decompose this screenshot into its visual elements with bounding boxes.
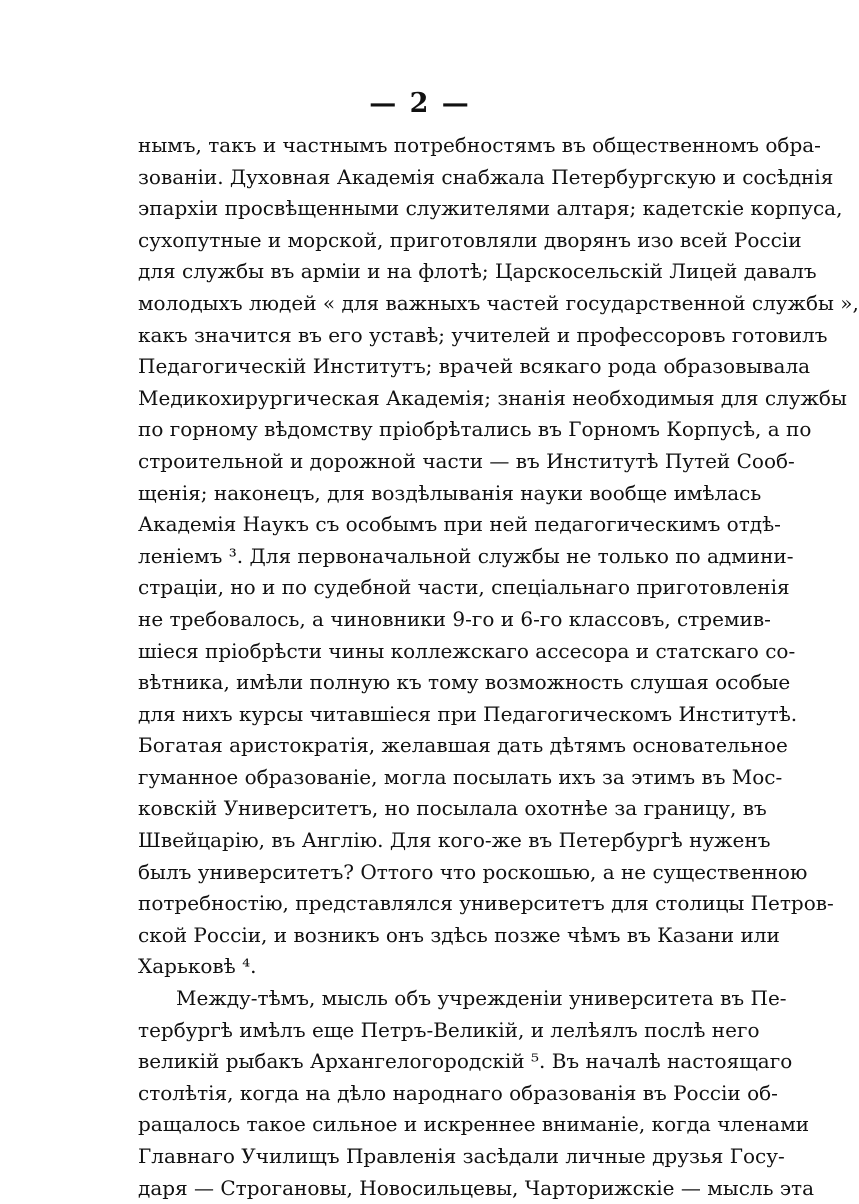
text-line: сухопутные и морской, приготовляли дворянъ изо всей Россіи: [138, 227, 802, 252]
text-line: зованіи. Духовная Академія снабжала Петербургскую и сосѣднія: [138, 164, 834, 189]
text-line: Швейцарію, въ Англію. Для кого-же въ Петербургѣ нуженъ: [138, 828, 771, 853]
text-line: леніемъ ³. Для первоначальной службы не только по админи-: [138, 543, 794, 568]
text-line: Медикохирургическая Академія; знанія необходимыя для службы: [138, 385, 847, 410]
text-line: даря — Строгановы, Новосильцевы, Чарторижскіе — мысль эта: [138, 1175, 815, 1200]
text-line: Богатая аристократія, желавшая дать дѣтямъ основательное: [138, 733, 788, 758]
text-line: эпархіи просвѣщенными служителями алтаря; кадетскіе корпуса,: [138, 196, 843, 221]
text-line: былъ университетъ? Оттого что роскошью, а не существенною: [138, 859, 808, 884]
text-line: не требовалось, а чиновники 9-го и 6-го классовъ, стремив-: [138, 606, 771, 631]
text-line: ковскій Университетъ, но посылала охотнѣе за границу, въ: [138, 796, 767, 821]
text-line: Харьковѣ ⁴.: [138, 954, 257, 979]
text-line: великій рыбакъ Архангелогородскій ⁵. Въ началѣ настоящаго: [138, 1049, 793, 1074]
text-line: страціи, но и по судебной части, спеціальнаго приготовленія: [138, 575, 790, 600]
text-line: тербургѣ имѣлъ еще Петръ-Великій, и лелѣялъ послѣ него: [138, 1017, 760, 1042]
page-number: — 2 —: [369, 88, 471, 119]
text-line: строительной и дорожной части — въ Институтѣ Путей Сооб-: [138, 448, 795, 473]
text-line: по горному вѣдомству пріобрѣтались въ Горномъ Корпусѣ, а по: [138, 417, 812, 442]
text-line: Между-тѣмъ, мысль объ учрежденіи университета въ Пе-: [176, 986, 787, 1011]
text-line: Академія Наукъ съ особымъ при ней педагогическимъ отдѣ-: [138, 512, 781, 537]
text-line: Главнаго Училищъ Правленія засѣдали личные друзья Госу-: [138, 1144, 785, 1168]
text-line: какъ значится въ его уставѣ; учителей и профессоровъ готовилъ: [138, 322, 828, 347]
text-line: щенія; наконецъ, для воздѣлыванія науки вообще имѣлась: [138, 480, 762, 505]
text-line: для службы въ арміи и на флотѣ; Царскосельскій Лицей давалъ: [138, 259, 817, 284]
text-line: столѣтія, когда на дѣло народнаго образованія въ Россіи об-: [138, 1080, 778, 1105]
text-line: молодыхъ людей « для важныхъ частей государственной службы »,: [138, 290, 859, 315]
paragraph-1: [138, 130, 859, 983]
body-text: [138, 130, 859, 1204]
text-line: для нихъ курсы читавшіеся при Педагогическомъ Институтѣ.: [138, 701, 798, 726]
text-line: ращалось такое сильное и искреннее вниманіе, когда членами: [138, 1112, 810, 1137]
paragraph-2: [138, 983, 815, 1204]
text-line: вѣтника, имѣли полную къ тому возможность слушая особые: [138, 670, 791, 695]
text-line: гуманное образованіе, могла посылать ихъ за этимъ въ Мос-: [138, 764, 783, 789]
text-line: Педагогическій Институтъ; врачей всякаго рода образовывала: [138, 354, 811, 379]
text-line: шіеся пріобрѣсти чины коллежскаго ассесора и статскаго со-: [138, 638, 796, 663]
text-line: ской Россіи, и возникъ онъ здѣсь позже чѣмъ въ Казани или: [138, 922, 780, 947]
text-line: нымъ, такъ и частнымъ потребностямъ въ общественномъ обра-: [138, 133, 821, 157]
text-line: потребностію, представлялся университетъ для столицы Петров-: [138, 891, 834, 916]
